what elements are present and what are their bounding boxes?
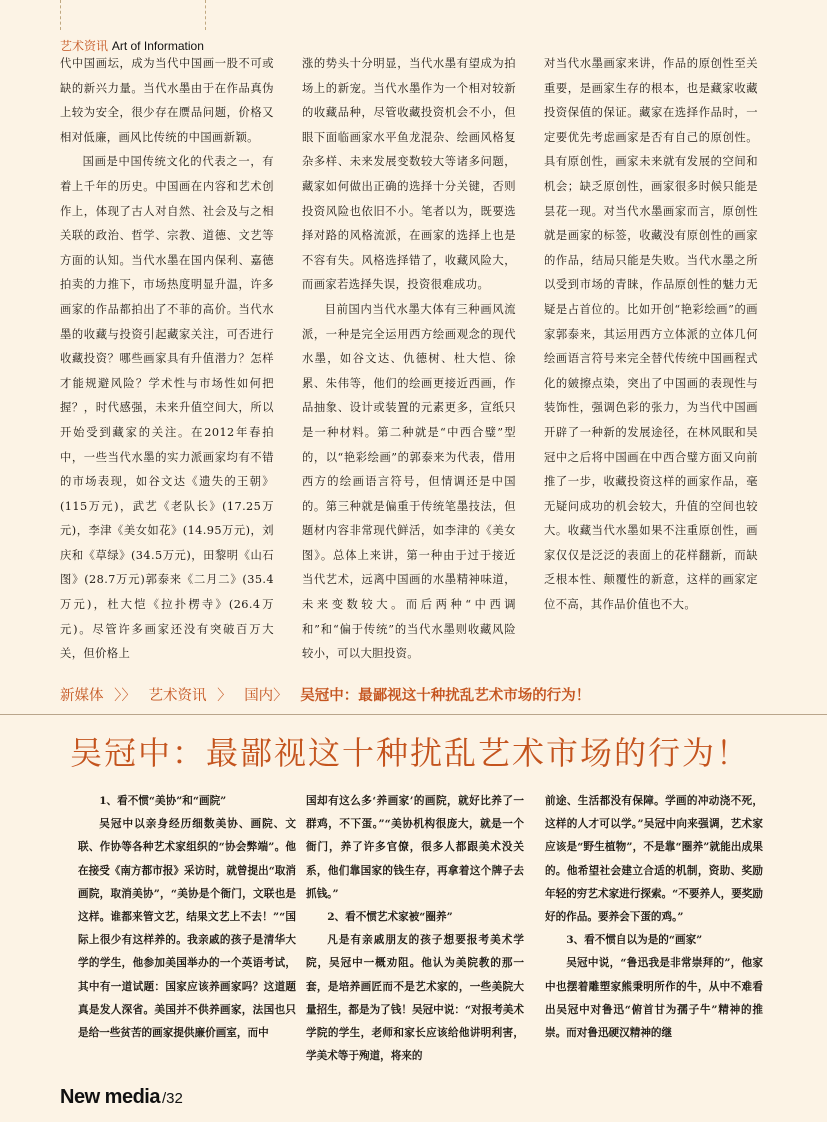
bottom-column-3 bbox=[545, 790, 763, 1045]
top-column-1 bbox=[60, 52, 274, 667]
paragraph: 代中国画坛，成为当代中国画一股不可或缺的新兴力量。当代水墨由于在作品真伪上较为安全，很少存在赝品问题，价格又相对低廉，画风比传统的中国画新颖。 bbox=[60, 57, 274, 144]
section-tag-en: Art of Information bbox=[111, 39, 204, 53]
bottom-article-columns bbox=[78, 790, 778, 1080]
paragraph: 凡是有亲戚朋友的孩子想要报考美术学院，吴冠中一概劝阻。他认为美院教的那一套，是培养画匠而不是艺术家的，一些美院大量招生，都是为了钱！吴冠中说：“对报考美术学院的学生，老师和家长应该给他讲明利害，学美术等于殉道，将来的 bbox=[306, 934, 524, 1063]
breadcrumb-item-domestic[interactable]: 国内〉 bbox=[244, 688, 288, 704]
breadcrumb-separator: 〉〉 bbox=[114, 688, 136, 704]
subheading: 2、看不惯艺术家被“圈养” bbox=[327, 911, 453, 924]
paragraph: 国却有这么多‘养画家’的画院，就好比养了一群鸡，不下蛋。”“美协机构很庞大，就是一个衙门，养了许多官僚，很多人都跟美术没关系，他们靠国家的钱生存，再拿着这个牌子去抓钱。” bbox=[306, 795, 524, 900]
breadcrumb-item-current: 吴冠中：最鄙视这十种扰乱艺术市场的行为！ bbox=[300, 688, 591, 704]
top-column-3 bbox=[544, 52, 758, 618]
breadcrumb bbox=[60, 684, 596, 705]
breadcrumb-item-art-info[interactable]: 艺术资讯 bbox=[148, 688, 207, 704]
divider-line bbox=[0, 714, 827, 715]
breadcrumb-separator: 〉 bbox=[217, 688, 232, 704]
subheading: 3、看不惯自以为是的“画家” bbox=[566, 934, 703, 947]
top-article-columns bbox=[60, 52, 760, 662]
paragraph: 涨的势头十分明显，当代水墨有望成为拍场上的新宠。当代水墨作为一个相对较新的收藏品种，尽管收藏投资机会不小，但眼下面临画家水平鱼龙混杂、绘画风格复杂多样、未来发展变数较大等诸多问题，藏家如何做出正确的选择十分关键，否则投资风险也依旧不小。笔者以为，既要选择对路的风格流派，在画家的选择上也是不容有失。风格选择错了，收藏风险大，而画家若选择失误，投资很难成功。 bbox=[302, 57, 516, 292]
top-dashed-guide-left bbox=[60, 0, 61, 30]
subheading: 1、看不惯“美协”和“画院” bbox=[99, 795, 227, 807]
top-column-2 bbox=[302, 52, 516, 667]
page-number: /32 bbox=[161, 1090, 183, 1107]
bottom-column-1 bbox=[78, 790, 296, 1045]
bottom-column-2 bbox=[306, 790, 524, 1068]
paragraph: 吴冠中说，“鲁迅我是非常崇拜的”，他家中也摆着雕塑家熊秉明所作的牛，从中不难看出吴冠中对鲁迅“俯首甘为孺子牛”精神的推崇。而对鲁迅硬汉精神的继 bbox=[545, 957, 763, 1040]
section-tag-cn: 艺术资讯 bbox=[60, 39, 109, 53]
article-headline: 吴冠中：最鄙视这十种扰乱艺术市场的行为！ bbox=[70, 734, 751, 772]
top-dashed-guide-right bbox=[205, 0, 206, 30]
magazine-logo: New media bbox=[60, 1086, 160, 1108]
paragraph: 吴冠中以亲身经历细数美协、画院、文联、作协等各种艺术家组织的“协会弊端”。他在接受《南方都市报》采访时，就曾提出“取消画院，取消美协”，“美协是个衙门，文联也是这样。谁都来管文艺，结果文艺上不去！”“国际上很少有这样养的。我亲戚的孩子是清华大学的学生，他参加美国举办的一个英语考试，其中有一道试题：国家应该养画家吗？这道题真是发人深省。美国并不供养画家，法国也只是给一些贫苦的画家提供廉价画室，而中 bbox=[78, 818, 296, 1040]
paragraph: 前途、生活都没有保障。学画的冲动浇不死，这样的人才可以学。”吴冠中向来强调，艺术家应该是“野生植物”，不是靠“圈养”就能出成果的。他希望社会建立合适的机制，资助、奖励年轻的穷艺术家进行探索。“不要养人，要奖励好的作品。要养会下蛋的鸡。” bbox=[545, 795, 763, 924]
paragraph: 对当代水墨画家来讲，作品的原创性至关重要，是画家生存的根本，也是藏家收藏投资保值的保证。藏家在选择作品时，一定要优先考虑画家是否有自己的原创性。具有原创性，画家未来就有发展的空间和机会；缺乏原创性，画家很多时候只能是昙花一现。对当代水墨画家而言，原创性就是画家的标签，收藏没有原创性的画家的作品，结局只能是失败。当代水墨之所以受到市场的青睐，作品原创性的魅力无疑是占首位的。比如开创“艳彩绘画”的画家郭泰来，其运用西方立体派的立体几何绘画语言符号来完全替代传统中国画程式化的皴擦点染，突出了中国画的表现性与装饰性，强调色彩的张力，为当代中国画开辟了一种新的发展途径，在林风眠和吴冠中之后将中国画在中西合璧方面又向前推了一步，收藏投资这样的画家作品，毫无疑问成功的机会较大，升值的空间也较大。收藏当代水墨如果不注重原创性，画家仅仅是泛泛的表面上的花样翻新，而缺乏根本性、颠覆性的新意，这样的画家定位不高，其作品价值也不大。 bbox=[544, 57, 758, 612]
page-footer bbox=[60, 1086, 183, 1109]
paragraph: 国画是中国传统文化的代表之一，有着上千年的历史。中国画在内容和艺术创作上，体现了古人对自然、社会及与之相关联的政治、哲学、宗教、道德、文艺等方面的认知。当代水墨在国内保利、嘉德拍卖的力推下，市场热度明显升温，许多画家的作品都拍出了不菲的高价。当代水墨的收藏与投资引起藏家关注，可否进行收藏投资？哪些画家具有升值潜力？怎样才能规避风险？学术性与市场性如何把握？，时代感强，未来升值空间大，所以开始受到藏家的关注。在2012年春拍中，一些当代水墨的实力派画家均有不错的市场表现，如谷文达《遗失的王朝》(115万元)，武艺《老队长》(17.25万元)，李津《美女如花》(14.95万元)，刘庆和《草绿》(34.5万元)，田黎明《山石图》(28.7万元)郭泰来《二月二》(35.4万元)，杜大恺《拉扑楞寺》(26.4万元)。尽管许多画家还没有突破百万大关，但价格上 bbox=[60, 155, 274, 661]
breadcrumb-item-new-media[interactable]: 新媒体 bbox=[60, 688, 104, 704]
paragraph: 目前国内当代水墨大体有三种画风流派，一种是完全运用西方绘画观念的现代水墨，如谷文达、仇德树、杜大恺、徐累、朱伟等，他们的绘画更接近西画，作品抽象、设计或装置的元素更多，宣纸只是一种材料。第二种就是“中西合璧”型的，以“艳彩绘画”的郭泰来为代表，借用西方的绘画语言符号，但情调还是中国的。第三种就是偏重于传统笔墨技法，但题材内容非常现代鲜活，如李津的《美女图》。总体上来讲，第一种由于过于接近当代艺术，远离中国画的水墨精神味道，未来变数较大。而后两种“中西调和”和“偏于传统”的当代水墨则收藏风险较小，可以大胆投资。 bbox=[302, 302, 516, 661]
